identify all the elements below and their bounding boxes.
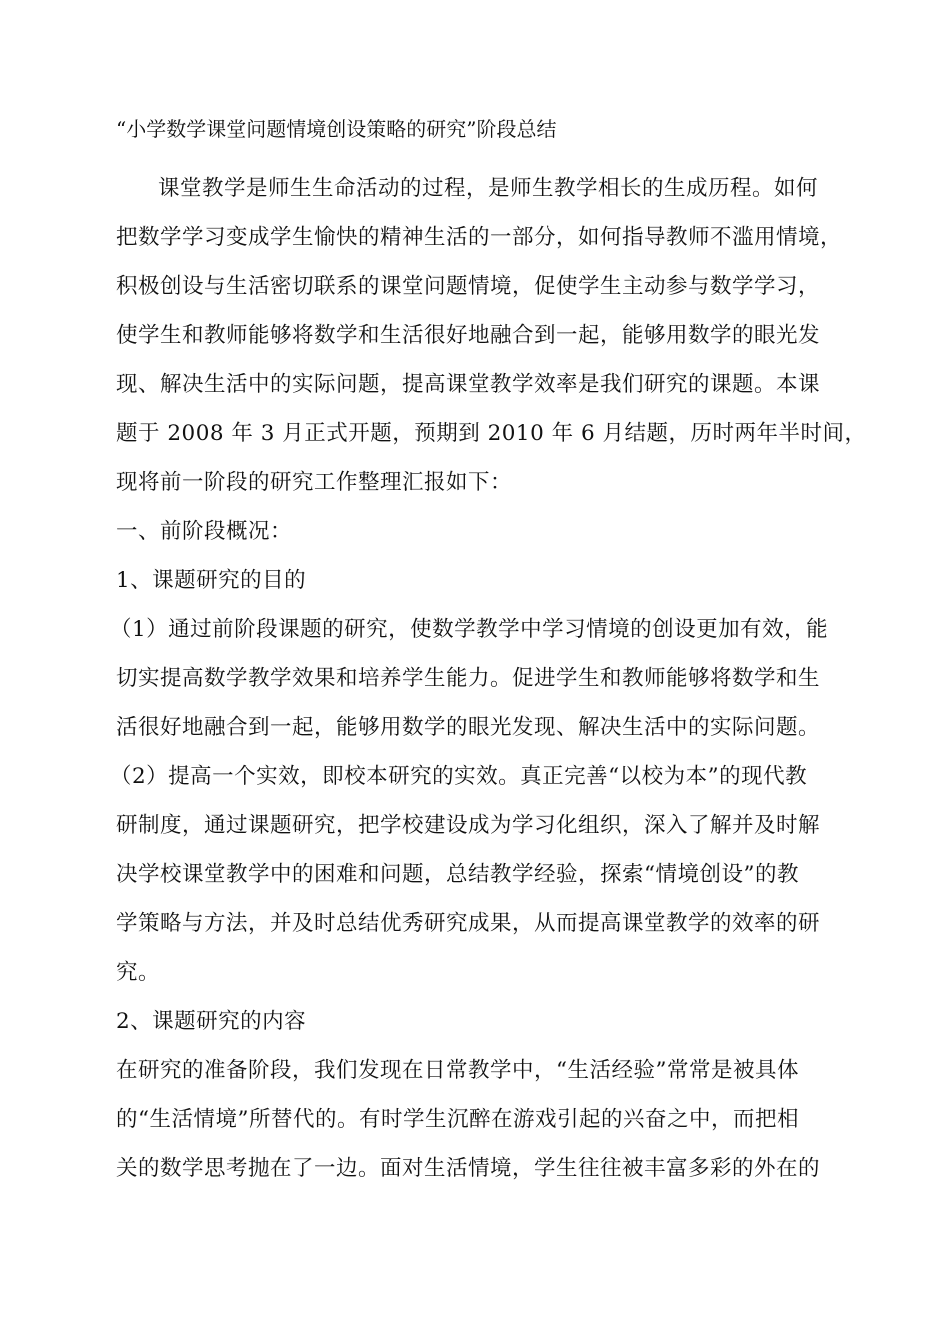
paragraph-line: 切实提高数学教学效果和培养学生能力。促进学生和教师能够将数学和生: [116, 666, 821, 691]
paragraph-line: 现将前一阶段的研究工作整理汇报如下：: [116, 470, 513, 495]
document-title: “小学数学课堂问题情境创设策略的研究”阶段总结: [116, 117, 557, 141]
paragraph-line: 学策略与方法，并及时总结优秀研究成果，从而提高课堂教学的效率的研: [116, 911, 821, 936]
paragraph-line: 活很好地融合到一起，能够用数学的眼光发现、解决生活中的实际问题。: [116, 715, 821, 740]
subsection-heading: 2、课题研究的内容: [116, 1009, 307, 1034]
paragraph-line: 把数学学习变成学生愉快的精神生活的一部分，如何指导教师不滥用情境，: [116, 225, 843, 250]
paragraph-line: 使学生和教师能够将数学和生活很好地融合到一起，能够用数学的眼光发: [116, 323, 821, 348]
document-body: [110, 164, 867, 1193]
paragraph-line: 课堂教学是师生生命活动的过程，是师生教学相长的生成历程。如何: [158, 176, 819, 201]
paragraph-line: 究。: [116, 960, 161, 985]
paragraph-line: 的“生活情境”所替代的。有时学生沉醉在游戏引起的兴奋之中，而把相: [116, 1107, 799, 1132]
paragraph-line: 现、解决生活中的实际问题，提高课堂教学效率是我们研究的课题。本课: [116, 372, 821, 397]
section-heading: 一、前阶段概况：: [116, 519, 293, 544]
paragraph-line: 题于 2008 年 3 月正式开题，预期到 2010 年 6 月结题，历时两年半时间，: [116, 421, 867, 446]
list-item-line: （2）提高一个实效，即校本研究的实效。真正完善“以校为本”的现代教: [110, 764, 808, 789]
paragraph-line: 研制度，通过课题研究，把学校建设成为学习化组织，深入了解并及时解: [116, 813, 821, 838]
list-item-line: （1）通过前阶段课题的研究，使数学教学中学习情境的创设更加有效，能: [110, 617, 829, 642]
paragraph-line: 在研究的准备阶段，我们发现在日常教学中，“生活经验”常常是被具体: [116, 1058, 799, 1083]
paragraph-line: 决学校课堂教学中的困难和问题，总结教学经验，探索“情境创设”的教: [116, 862, 799, 887]
paragraph-line: 积极创设与生活密切联系的课堂问题情境，促使学生主动参与数学学习，: [116, 274, 821, 299]
subsection-heading: 1、课题研究的目的: [116, 568, 307, 593]
paragraph-line: 关的数学思考抛在了一边。面对生活情境，学生往往被丰富多彩的外在的: [116, 1156, 821, 1181]
